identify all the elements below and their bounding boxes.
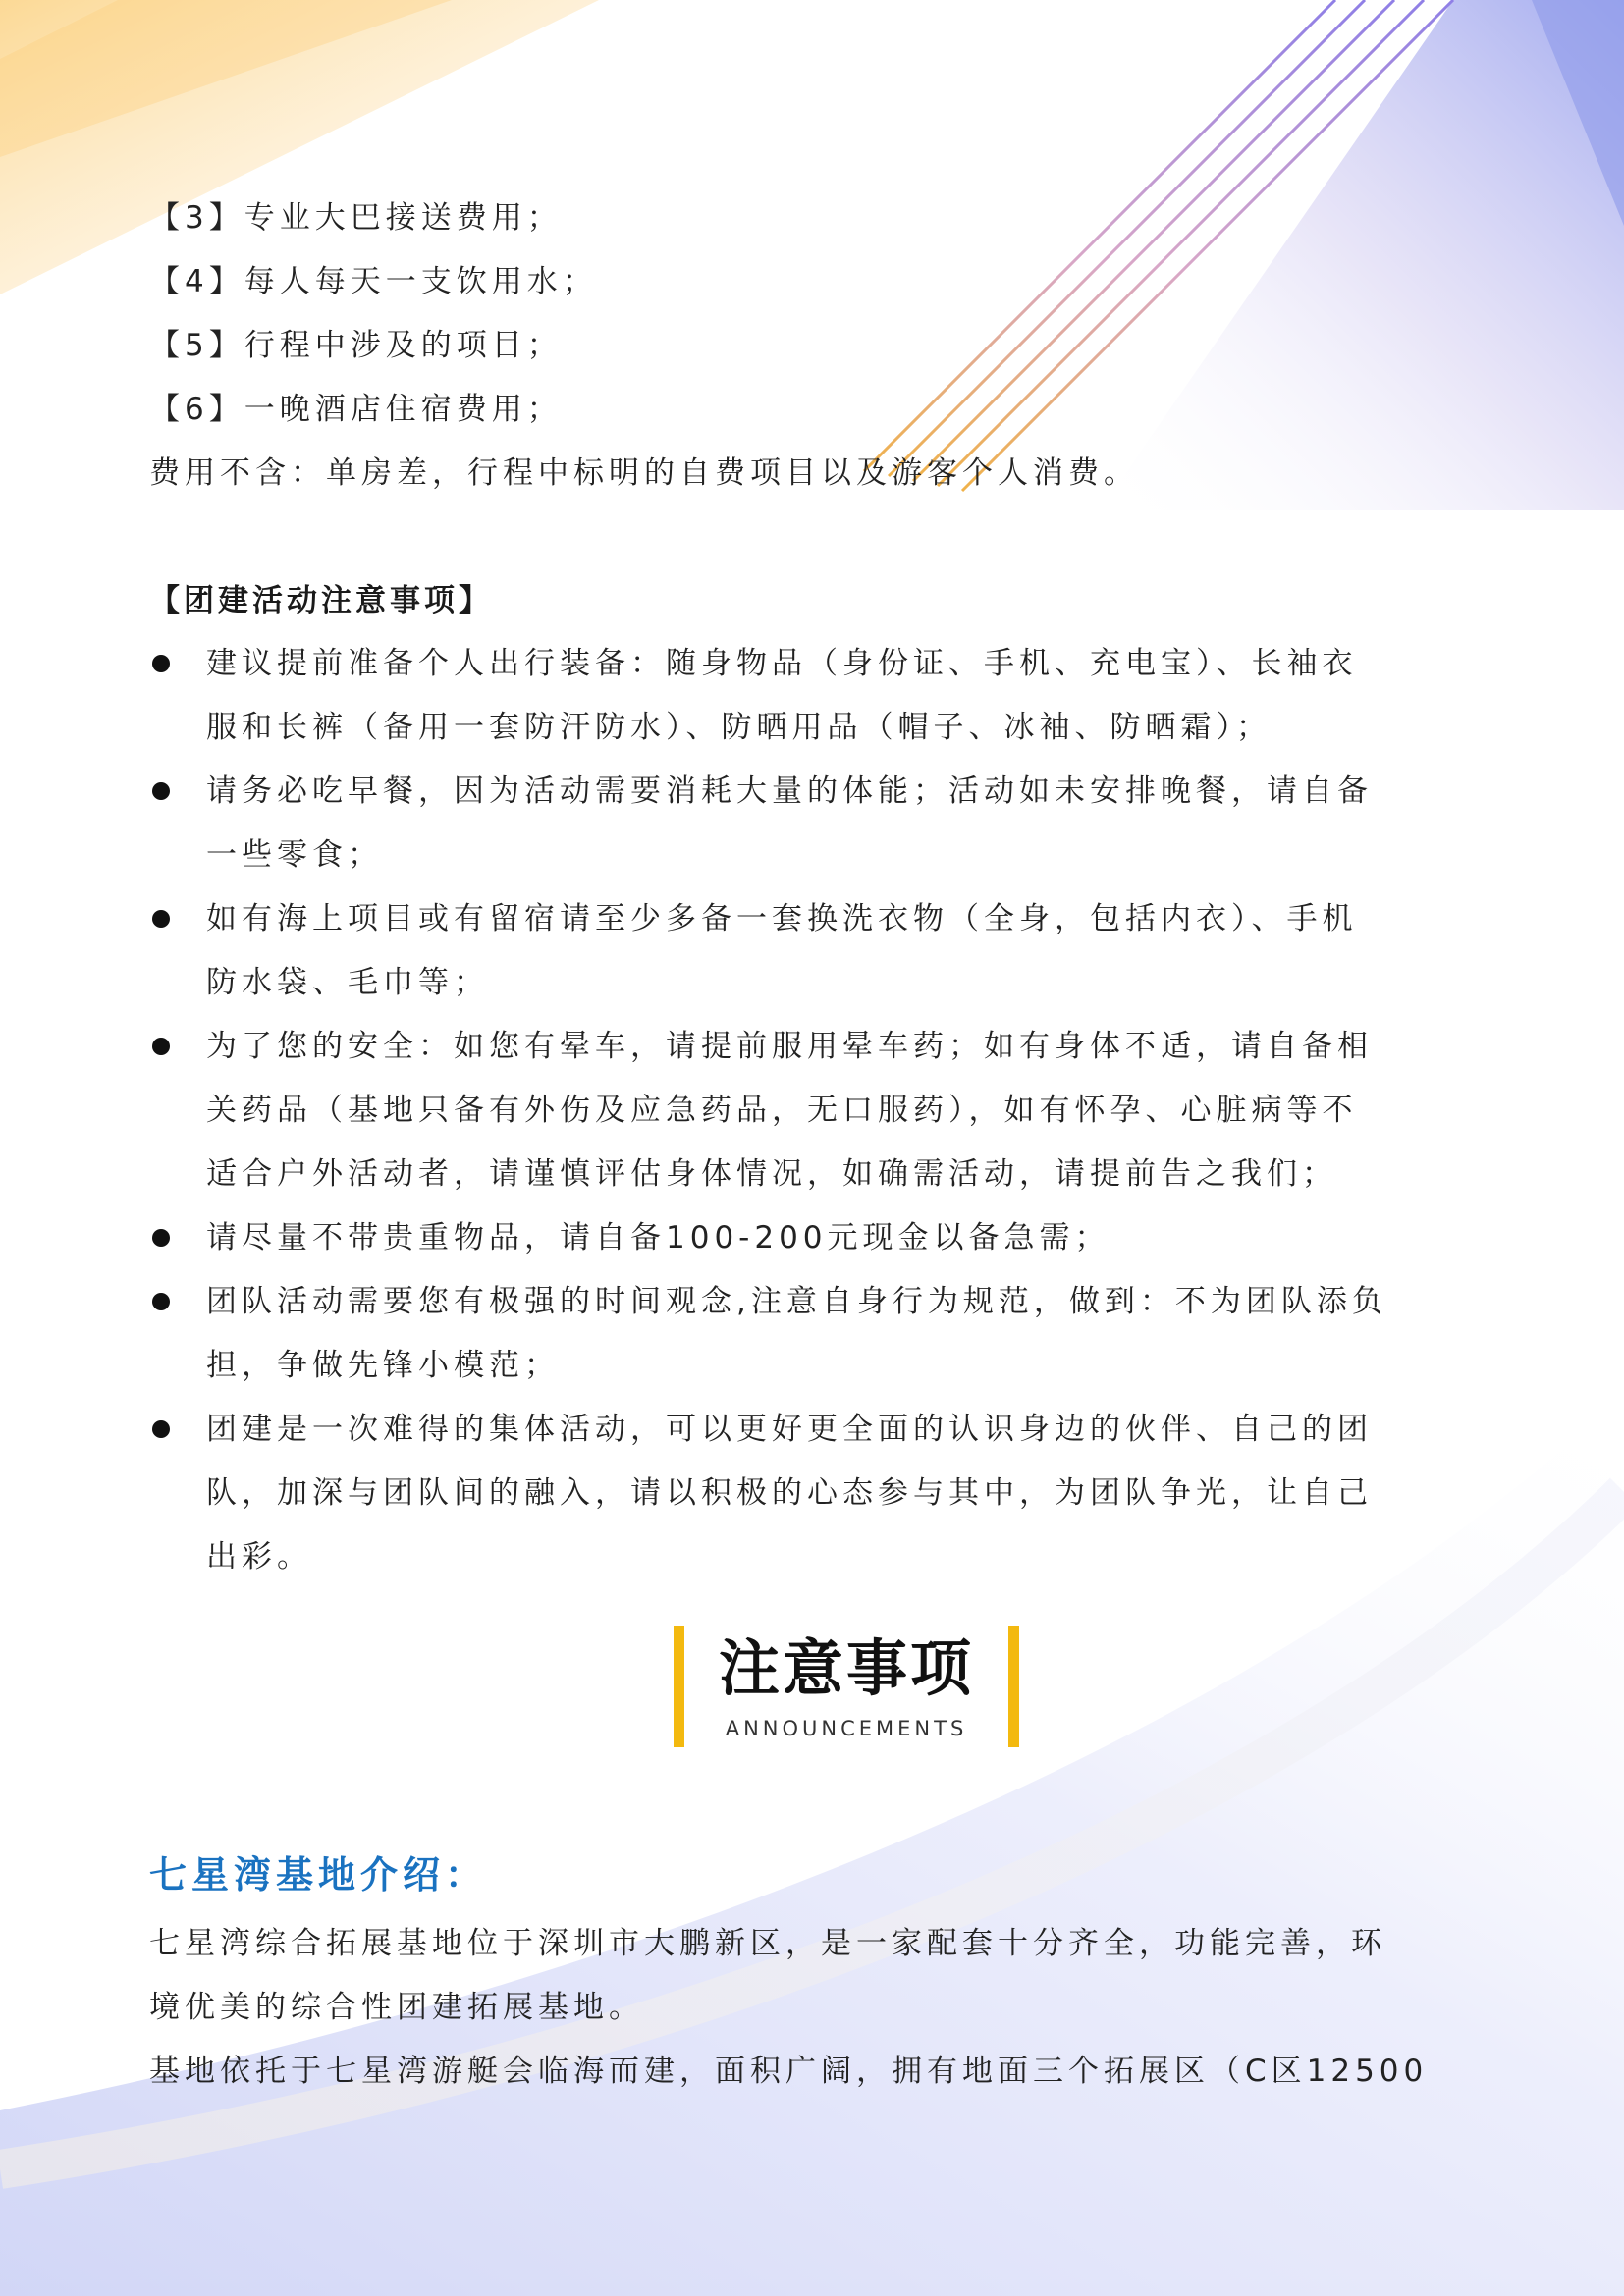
badge-title: 注意事项	[718, 1632, 974, 1704]
base-intro-title: 七星湾基地介绍：	[149, 1853, 488, 1896]
note-line: 适合户外活动者，请谨慎评估身体情况，如确需活动，请提前告之我们；	[206, 1156, 1337, 1192]
base-paragraph-line: 基地依托于七星湾游艇会临海而建，面积广阔，拥有地面三个拓展区（C区12500	[149, 2054, 1429, 2089]
note-line: 建议提前准备个人出行装备：随身物品（身份证、手机、充电宝）、长袖衣	[206, 646, 1358, 681]
fee-item: 【4】每人每天一支饮用水；	[149, 264, 598, 299]
note-line: 出彩。	[206, 1539, 312, 1575]
note-line: 为了您的安全：如您有晕车，请提前服用晕车药；如有身体不适，请自备相	[206, 1029, 1373, 1064]
bullet-icon	[152, 782, 170, 800]
note-line: 关药品（基地只备有外伤及应急药品，无口服药），如有怀孕、心脏病等不	[206, 1093, 1358, 1128]
note-line: 一些零食；	[206, 837, 383, 873]
notes-heading: 【团建活动注意事项】	[149, 583, 493, 618]
note-line: 请务必吃早餐，因为活动需要消耗大量的体能；活动如未安排晚餐，请自备	[206, 774, 1373, 809]
bullet-icon	[152, 1229, 170, 1247]
base-paragraph-line: 境优美的综合性团建拓展基地。	[149, 1990, 644, 2025]
note-line: 团建是一次难得的集体活动，可以更好更全面的认识身边的伙伴、自己的团	[206, 1412, 1373, 1447]
bullet-icon	[152, 1293, 170, 1310]
note-line: 防水袋、毛巾等；	[206, 965, 489, 1000]
note-line: 服和长裤（备用一套防汗防水）、防晒用品（帽子、冰袖、防晒霜）；	[206, 710, 1272, 745]
fee-item: 【3】专业大巴接送费用；	[149, 200, 563, 236]
base-paragraph-line: 七星湾综合拓展基地位于深圳市大鹏新区，是一家配套十分齐全，功能完善，环	[149, 1926, 1386, 1961]
badge-subtitle: ANNOUNCEMENTS	[725, 1717, 968, 1740]
note-line: 担，争做先锋小模范；	[206, 1348, 560, 1383]
bullet-icon	[152, 655, 170, 672]
note-line: 请尽量不带贵重物品，请自备100-200元现金以备急需；	[206, 1220, 1110, 1255]
fee-item: 【5】行程中涉及的项目；	[149, 328, 563, 363]
bullet-icon	[152, 1420, 170, 1438]
fee-exclusion: 费用不含：单房差，行程中标明的自费项目以及游客个人消费。	[149, 455, 1139, 491]
note-line: 如有海上项目或有留宿请至少多备一套换洗衣物（全身，包括内衣）、手机	[206, 901, 1358, 936]
announcements-badge	[674, 1626, 1019, 1747]
note-line: 队，加深与团队间的融入，请以积极的心态参与其中，为团队争光，让自己	[206, 1475, 1373, 1511]
note-line: 团队活动需要您有极强的时间观念,注意自身行为规范，做到：不为团队添负	[206, 1284, 1387, 1319]
fee-item: 【6】一晚酒店住宿费用；	[149, 392, 563, 427]
bullet-icon	[152, 910, 170, 928]
bullet-icon	[152, 1038, 170, 1055]
